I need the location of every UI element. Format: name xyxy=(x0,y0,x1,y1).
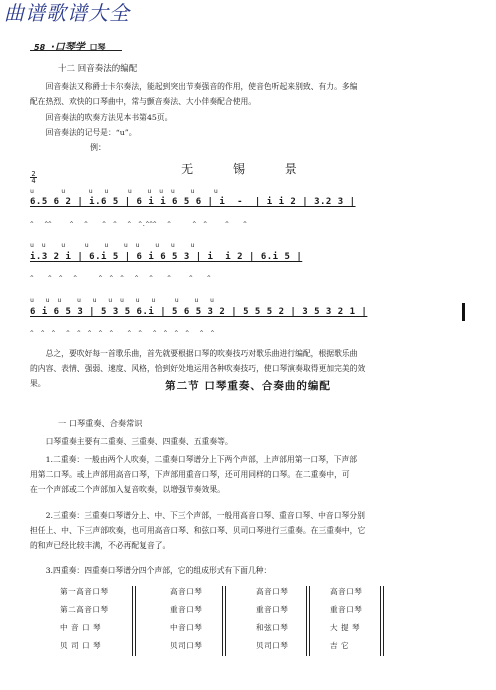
section-12-paragraph-2: 回音奏法的吹奏方法见本书第45页。 xyxy=(45,113,173,122)
time-signature xyxy=(30,171,37,184)
text-line: 2.三重奏：三重奏口琴谱分上、中、下三个声部，一般用高音口琴、重音口琴、中音口琴分别 xyxy=(45,511,365,520)
group-item: 和弦口琴 xyxy=(256,623,289,632)
score-row-3: 6 i 6 5 3 | 5 3 5 6.i | 5 6 5 3 2 | 5 5 5 2 | 3 5 3 2 1 | xyxy=(30,307,368,317)
site-banner-title: 曲谱歌谱大全 xyxy=(0,0,496,26)
text-line: 用第二口琴。或上声部用高音口琴，下声部用重音口琴，还可用同样的口琴。在二重奏中，可 xyxy=(30,470,350,479)
accent-marks: ^ ^ ^ ^ ^ ^ ^ ^ ^ ^ ^ ^ xyxy=(30,275,211,282)
trio-paragraph xyxy=(30,508,478,553)
page-number: 58 xyxy=(34,43,46,52)
final-barline xyxy=(462,303,465,321)
text-line: 1.二重奏：一般由两个人吹奏，二重奏口琴谱分上下两个声部，上声部用第一口琴，下声部 xyxy=(45,455,358,464)
group-item: 吉 它 xyxy=(330,641,350,650)
time-signature-bottom: 4 xyxy=(31,177,36,185)
text-line: 配在热烈、欢快的口琴曲中，常与颤音奏法、大小伴奏配合使用。 xyxy=(30,97,257,106)
score-row-2: i.3 2 i | 6.i 5 | 6 i 6 5 3 | i i 2 | 6.i 5 | xyxy=(30,252,303,262)
text-line: 果。 xyxy=(30,379,46,388)
section-12-paragraph-1 xyxy=(30,79,470,109)
text-line: 在一个声部或二个声部加入复音吹奏，以增强节奏效果。 xyxy=(30,485,225,494)
header-rule xyxy=(30,50,122,51)
group-item: 大 提 琴 xyxy=(330,623,361,632)
group-bracket xyxy=(132,586,136,656)
quartet-group-3 xyxy=(256,583,288,655)
group-item: 贝 司 口 琴 xyxy=(60,641,102,650)
text-line: 回音奏法又称爵士卡尔奏法，能起到突出节奏强音的作用，使音色听起来别致、有力。多编 xyxy=(45,82,358,91)
ornament-marks: u u u u u u u u u u xyxy=(30,187,218,195)
quartet-group-1 xyxy=(60,583,109,655)
book-name: ·口琴学 xyxy=(50,42,85,53)
section-12-heading: 十二 回音奏法的编配 xyxy=(58,64,138,74)
chapter-label: 口琴 xyxy=(89,43,106,52)
section-12-paragraph-3: 回音奏法的记号是：“u”。 xyxy=(45,128,137,137)
ornament-marks: u u u u u u u u u u xyxy=(30,241,195,249)
group-item: 中音口琴 xyxy=(170,623,203,632)
group-item: 高音口琴 xyxy=(330,587,363,596)
quartet-paragraph: 3.四重奏：四重奏口琴谱分四个声部，它的组成形式有下面几种： xyxy=(45,566,272,575)
accent-marks: ^ ^ ^ ^ ^ ^ ^ ^ ^ ^ ^ ^ ^ ^ ^ ^ xyxy=(30,330,215,337)
text-line: 的内容、表情、强弱、速度、风格，恰到好处地运用各种吹奏技巧，使口琴演奏取得更加完美的效 xyxy=(30,364,366,373)
text-line: 总之，要吹好每一首歌乐曲，首先就要根据口琴的吹奏技巧对歌乐曲进行编配，根据歌乐曲 xyxy=(45,349,358,358)
group-item: 高音口琴 xyxy=(256,587,289,596)
group-item: 重音口琴 xyxy=(256,605,289,614)
example-label: 例： xyxy=(90,143,106,152)
song-title: 无 锡 景 xyxy=(181,162,315,176)
section-2-heading: 第二节 口琴重奏、合奏曲的编配 xyxy=(165,380,331,392)
ornament-marks: u u u u u u u u u u u u xyxy=(30,296,214,304)
group-bracket xyxy=(222,586,226,656)
group-item: 重音口琴 xyxy=(330,605,363,614)
text-line: 担任上、中、下三声部吹奏，也可用高音口琴、和弦口琴、贝司口琴进行三重奏。在三重奏中，它 xyxy=(30,526,366,535)
group-item: 贝司口琴 xyxy=(256,641,289,650)
group-item: 第二高音口琴 xyxy=(60,605,109,614)
group-item: 贝司口琴 xyxy=(170,641,203,650)
quartet-group-2 xyxy=(170,583,202,655)
group-item: 第一高音口琴 xyxy=(60,587,109,596)
quartet-group-4 xyxy=(330,583,362,655)
time-signature-top: 2 xyxy=(31,170,36,178)
group-item: 中 音 口 琴 xyxy=(60,623,102,632)
group-bracket xyxy=(380,586,384,656)
group-item: 重音口琴 xyxy=(170,605,203,614)
group-bracket xyxy=(306,586,310,656)
score-row-1: 6.5 6 2 | i.6 5 | 6 i i 6 5 6 | i - | i i 2 | 3.2 3 | xyxy=(30,197,356,207)
duet-paragraph xyxy=(30,452,478,497)
subsection-heading: 一 口琴重奏、合奏常识 xyxy=(58,418,143,428)
group-item: 高音口琴 xyxy=(170,587,203,596)
accent-marks: ^ ^^ ^ ^ ^ ^ ^ ^.^^^ ^ ^ ^ ^ ^ xyxy=(30,221,247,228)
intro-paragraph: 口琴重奏主要有二重奏、三重奏、四重奏、五重奏等。 xyxy=(45,437,233,446)
text-line: 的和声已经比较丰满，不必再配复音了。 xyxy=(30,541,171,550)
